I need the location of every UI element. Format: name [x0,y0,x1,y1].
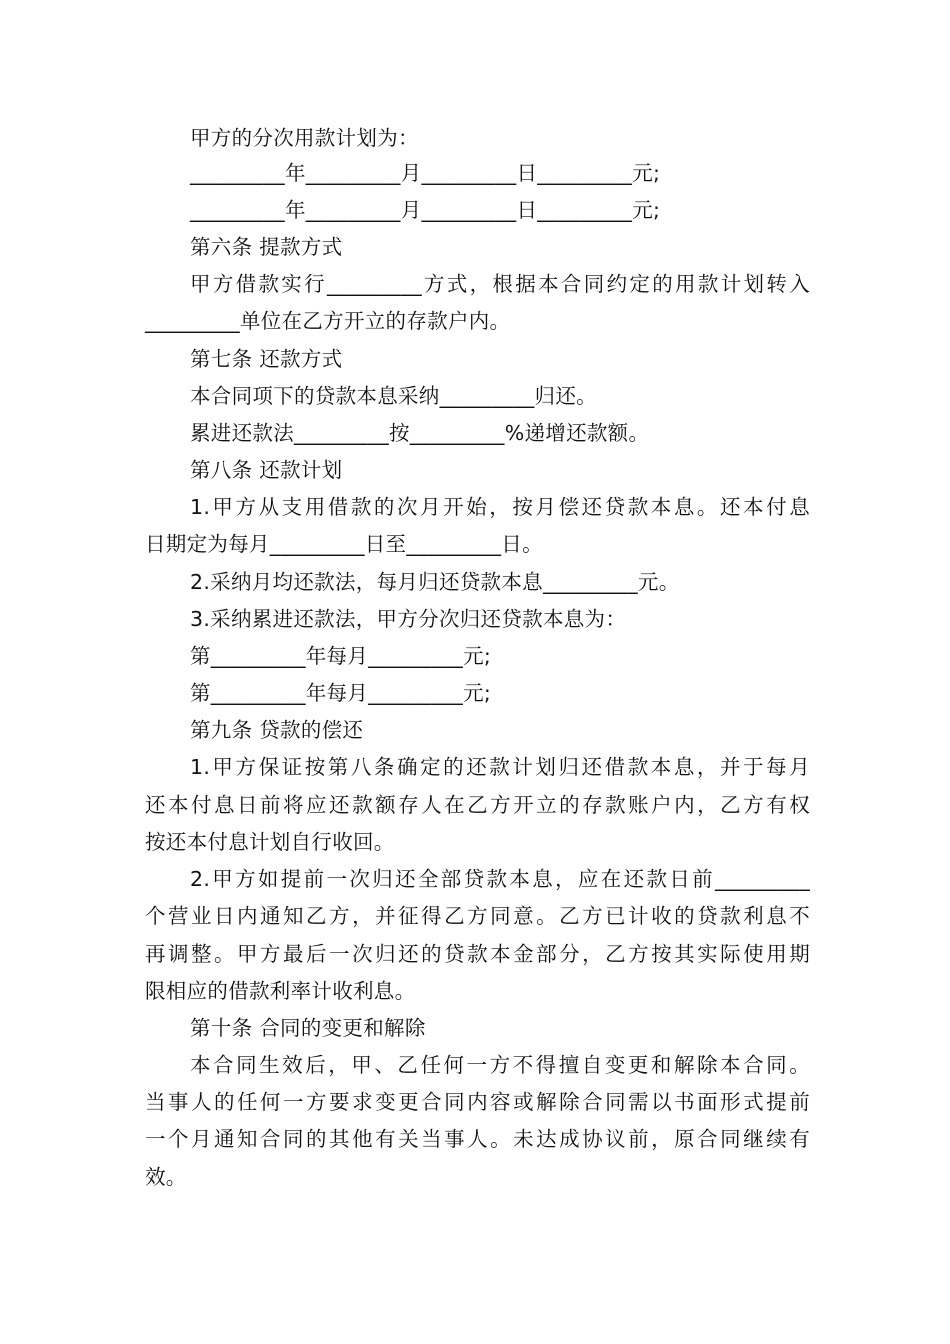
text-line: 限相应的借款利率计收利息。 [145,979,416,1003]
text-line: _________单位在乙方开立的存款户内。 [145,309,511,333]
text-line: 2.采纳月均还款法，每月归还贷款本息_________元。 [190,570,680,594]
text-line: 甲方的分次用款计划为： [190,126,419,150]
text-line: 1.甲方保证按第八条确定的还款计划归还借款本息，并于每月 [190,755,810,779]
article-heading: 第七条 还款方式 [190,347,343,371]
text-line: 再调整。甲方最后一次归还的贷款本金部分，乙方按其实际使用期 [145,942,810,966]
article-heading: 第八条 还款计划 [190,458,343,482]
blank-fill-line: 第_________年每月_________元; [190,681,492,705]
text-line: 还本付息日前将应还款额存人在乙方开立的存款账户内，乙方有权 [145,793,810,817]
text-line: 一个月通知合同的其他有关当事人。未达成协议前，原合同继续有 [145,1127,810,1151]
text-line: 1.甲方从支用借款的次月开始，按月偿还贷款本息。还本付息 [190,495,810,519]
blank-fill-line: 第_________年每月_________元; [190,644,492,668]
text-line: 效。 [145,1165,187,1189]
text-line: 2.甲方如提前一次归还全部贷款本息，应在还款日前_________ [190,867,810,891]
text-line: 本合同生效后，甲、乙任何一方不得擅自变更和解除本合同。 [190,1053,810,1077]
article-heading: 第十条 合同的变更和解除 [190,1016,426,1040]
blank-fill-line: _________年_________月_________日_________元; [190,161,661,185]
text-line: 3.采纳累进还款法，甲方分次归还贷款本息为： [190,607,627,631]
article-heading: 第六条 提款方式 [190,235,343,259]
article-heading: 第九条 贷款的偿还 [190,718,364,742]
text-line: 累进还款法_________按_________%递增还款额。 [190,421,650,445]
text-line: 甲方借款实行_________方式，根据本合同约定的用款计划转入 [190,272,810,296]
text-line: 按还本付息计划自行收回。 [145,830,395,854]
text-line: 当事人的任何一方要求变更合同内容或解除合同需以书面形式提前 [145,1090,810,1114]
blank-fill-line: _________年_________月_________日_________元; [190,198,661,222]
text-line: 日期定为每月_________日至_________日。 [145,532,543,556]
text-line: 本合同项下的贷款本息采纳_________归还。 [190,384,597,408]
text-line: 个营业日内通知乙方，并征得乙方同意。乙方已计收的贷款利息不 [145,904,810,928]
